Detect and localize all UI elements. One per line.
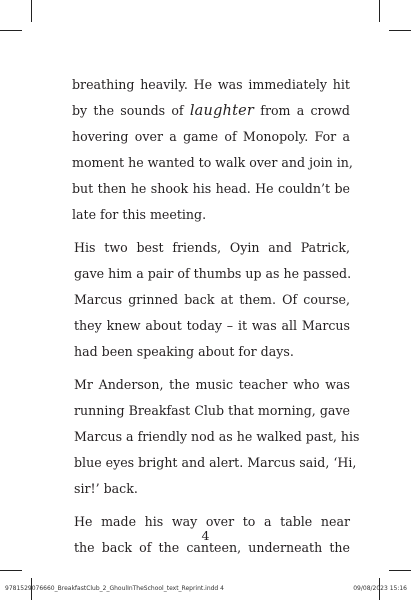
laughter-word: laughter (189, 103, 255, 119)
page-number: 4 (201, 528, 210, 543)
body-text (72, 72, 360, 568)
paragraph-1 (72, 72, 353, 228)
text-line: moment he wanted to walk over and join in, (72, 155, 353, 170)
text-segment: from a crowd (254, 103, 350, 118)
paragraph-3 (72, 372, 360, 502)
text-segment: by the sounds of (72, 103, 190, 118)
text-line: gave him a pair of thumbs up as he passed. (74, 266, 352, 281)
text-line: they knew about today – it was all Marcus (74, 318, 350, 333)
crop-mark-top-right-vertical (379, 0, 380, 22)
print-slug-datetime: 09/08/2023 15:16 (353, 585, 407, 592)
text-line: Marcus a friendly nod as he walked past, his (74, 429, 360, 444)
text-line: Marcus grinned back at them. Of course, (74, 292, 350, 307)
text-line: but then he shook his head. He couldn’t be (72, 181, 350, 196)
text-line: had been speaking about for days. (74, 344, 294, 359)
text-line: blue eyes bright and alert. Marcus said, ‘Hi, (74, 455, 357, 470)
text-line: sir!’ back. (74, 481, 138, 496)
crop-mark-bottom-right (389, 570, 411, 571)
text-line: hovering over a game of Monopoly. For a (72, 129, 350, 144)
text-line: He made his way over to a table near (74, 514, 350, 529)
text-line: His two best friends, Oyin and Patrick, (74, 240, 350, 255)
text-line: Mr Anderson, the music teacher who was (74, 377, 350, 392)
crop-mark-top-left (0, 30, 22, 31)
text-line: late for this meeting. (72, 207, 207, 222)
text-line: breathing heavily. He was immediately hit (72, 77, 350, 92)
print-slug-filename: 9781529076660_BreakfastClub_2_GhoulInTheSchool_text_Reprint.indd 4 (5, 585, 224, 592)
paragraph-2 (72, 235, 350, 365)
text-line: the back of the canteen, underneath the (74, 540, 350, 555)
text-line: running Breakfast Club that morning, gave (74, 403, 350, 418)
crop-mark-top-left-vertical (31, 0, 32, 22)
crop-mark-bottom-left (0, 570, 22, 571)
text-line (72, 98, 350, 124)
crop-mark-top-right (389, 30, 411, 31)
